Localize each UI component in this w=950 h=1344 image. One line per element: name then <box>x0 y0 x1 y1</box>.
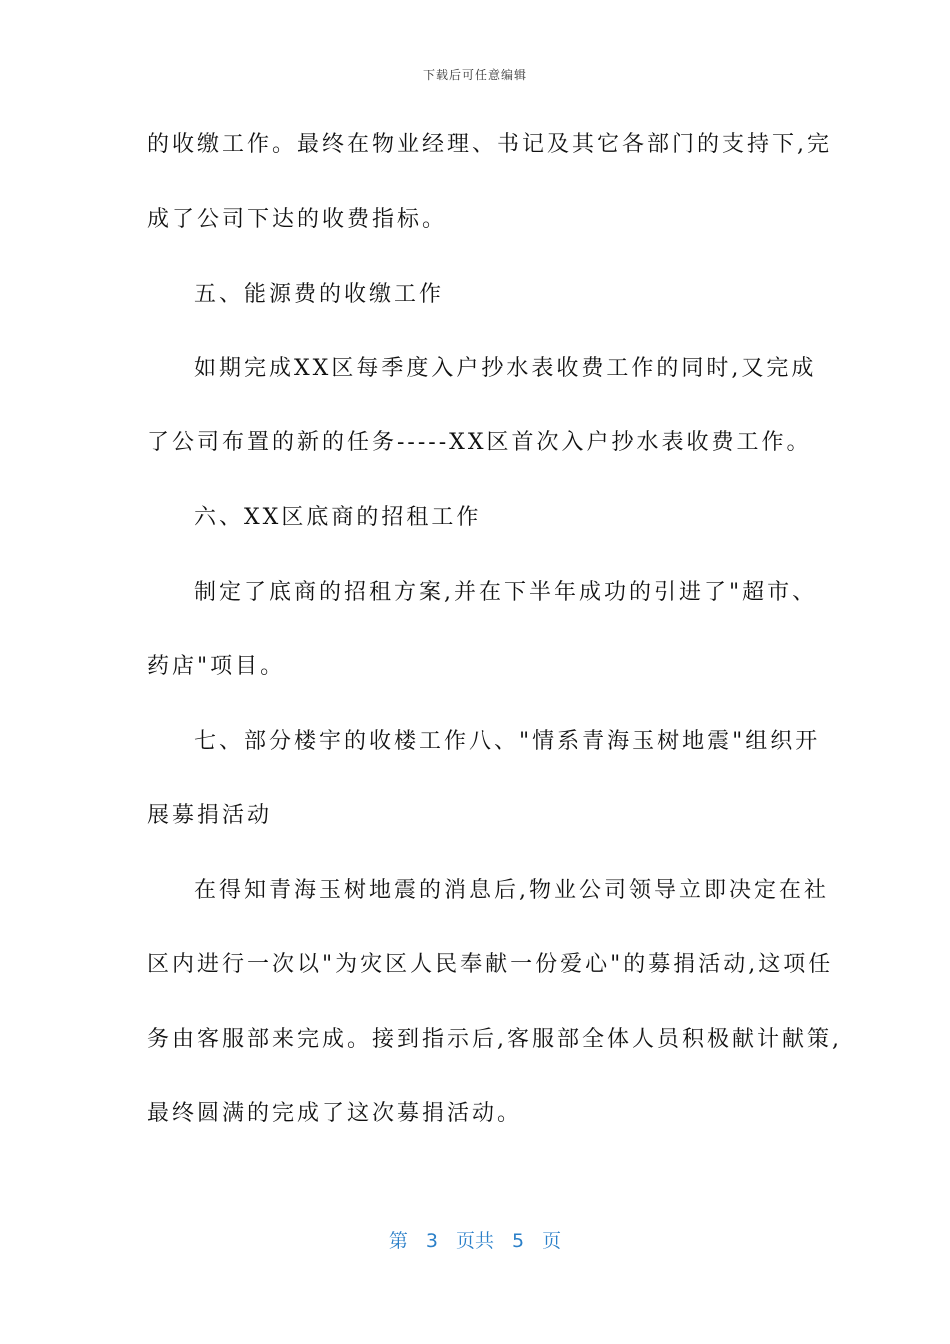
body-line: 务由客服部来完成。接到指示后,客服部全体人员积极献计献策, <box>147 1027 842 1052</box>
body-line: 最终圆满的完成了这次募捐活动。 <box>147 1101 523 1126</box>
page-header: 下载后可任意编辑 <box>422 68 527 82</box>
page-footer: 第 3 页共 5 页 <box>388 1230 562 1252</box>
body-line: 了公司布置的新的任务-----XX区首次入户抄水表收费工作。 <box>147 430 812 455</box>
section-heading: 七、部分楼宇的收楼工作八、"情系青海玉树地震"组织开 <box>194 729 821 754</box>
body-line: 的收缴工作。最终在物业经理、书记及其它各部门的支持下,完 <box>147 132 832 157</box>
body-line: 药店"项目。 <box>147 654 286 679</box>
section-heading: 五、能源费的收缴工作 <box>194 282 445 307</box>
body-line: 区内进行一次以"为灾区人民奉献一份爱心"的募捐活动,这项任 <box>147 952 834 977</box>
body-line: 展募捐活动 <box>147 803 273 828</box>
body-line: 成了公司下达的收费指标。 <box>147 207 448 232</box>
section-heading: 六、XX区底商的招租工作 <box>194 505 482 530</box>
body-line: 如期完成XX区每季度入户抄水表收费工作的同时,又完成 <box>194 356 817 381</box>
body-line: 制定了底商的招租方案,并在下半年成功的引进了"超市、 <box>194 580 818 605</box>
body-line: 在得知青海玉树地震的消息后,物业公司领导立即决定在社 <box>194 878 829 903</box>
